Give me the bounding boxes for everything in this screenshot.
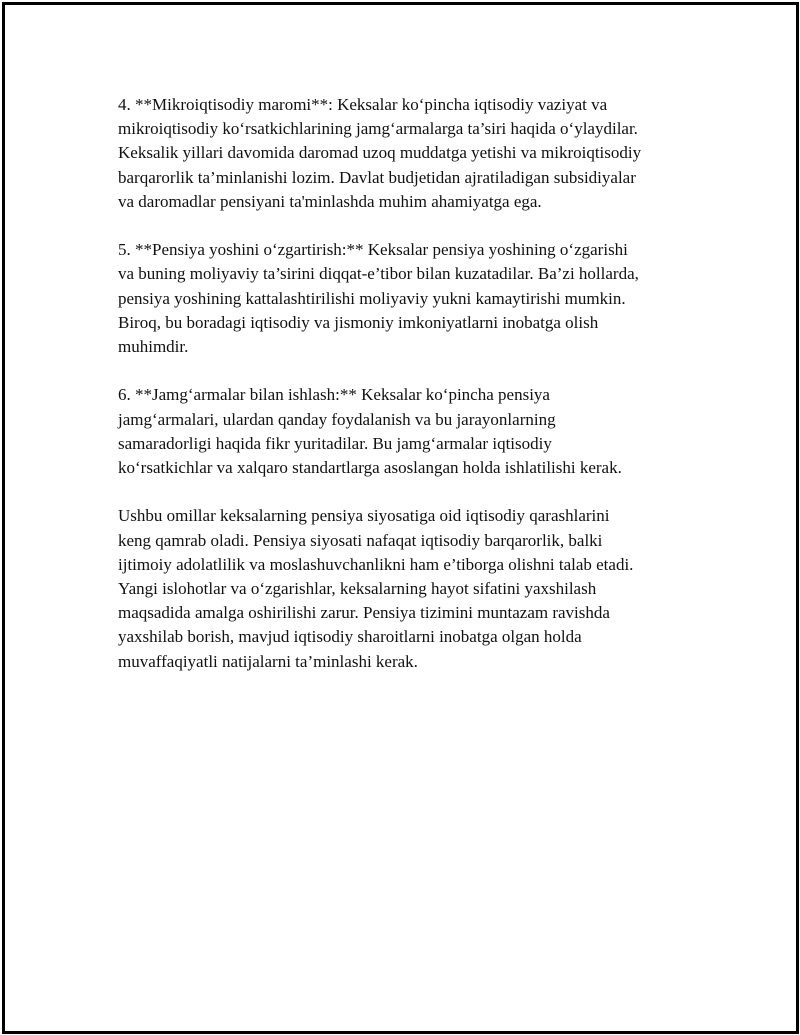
- paragraph-conclusion: Ushbu omillar keksalarning pensiya siyosatiga oid iqtisodiy qarashlarini keng qamrab oladi. Pensiya siyosati nafaqat iqtisodiy barqarorlik, balki ijtimoiy adolatlilik va moslashuvchanlikni ham e’tiborga olishni talab etadi. Yangi islohotlar va o‘zgarishlar, keksalarning hayot sifatini yaxshilash maqsadida amalga oshirilishi zarur. Pensiya tizimini muntazam ravishda yaxshilab borish, mavjud iqtisodiy sharoitlarni inobatga olgan holda muvaffaqiyatli natijalarni ta’minlashi kerak.: [118, 506, 634, 671]
- paragraph-mikroiqtisodiy-maromi: 4. **Mikroiqtisodiy maromi**: Keksalar ko‘pincha iqtisodiy vaziyat va mikroiqtisodiy ko‘rsatkichlarining jamg‘armalarga ta’siri haqida o‘ylaydilar. Keksalik yillari davomida daromad uzoq muddatga yetishi va mikroiqtisodiy barqarorlik ta’minlanishi lozim. Davlat budjetidan ajratiladigan subsidiyalar va daromadlar pensiyani ta'minlashda muhim ahamiyatga ega.: [118, 95, 642, 211]
- paragraph-pensiya-yoshi: 5. **Pensiya yoshini o‘zgartirish:** Keksalar pensiya yoshining o‘zgarishi va buning moliyaviy ta’sirini diqqat-e’tibor bilan kuzatadilar. Ba’zi hollarda, pensiya yoshining kattalashtirilishi moliyaviy yukni kamaytirishi mumkin. Biroq, bu boradagi iqtisodiy va jismoniy imkoniyatlarni inobatga olish muhimdir.: [118, 240, 639, 357]
- document-body: [118, 93, 688, 698]
- paragraph-jamgarmalar: 6. **Jamg‘armalar bilan ishlash:** Keksalar ko‘pincha pensiya jamg‘armalari, ulardan qanday foydalanish va bu jarayonlarning samaradorligi haqida fikr yuritadilar. Bu jamg‘armalar iqtisodiy ko‘rsatkichlar va xalqaro standartlarga asoslangan holda ishlatilishi kerak.: [118, 385, 622, 478]
